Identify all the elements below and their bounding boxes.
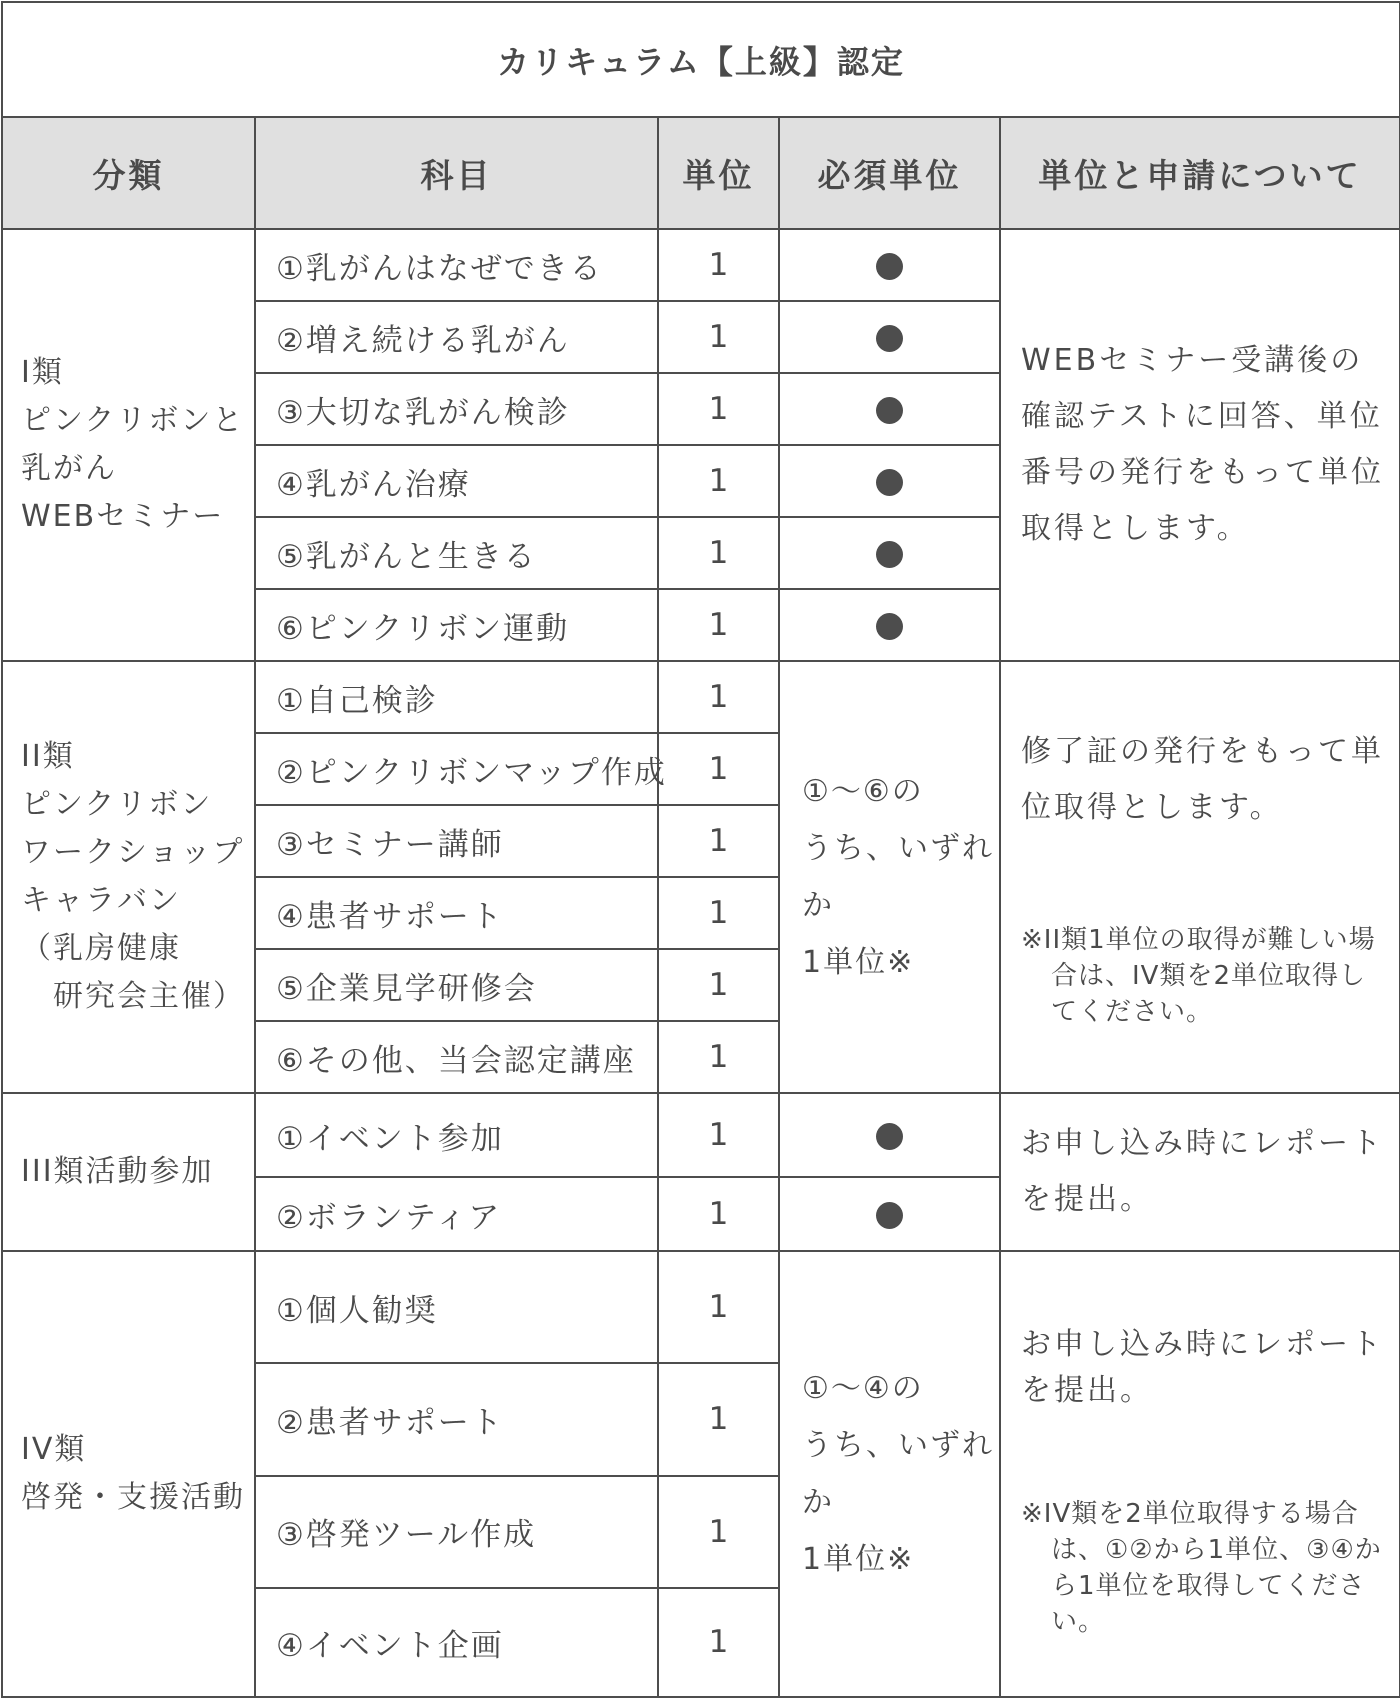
unit-cell: 1 <box>658 949 779 1021</box>
subject-cell: ①個人勧奨 <box>255 1251 658 1363</box>
unit-cell: 1 <box>658 1021 779 1093</box>
note-text: 修了証の発行をもって単 位取得とします。 <box>1021 734 1384 825</box>
required-cell <box>779 517 1000 589</box>
note-cell <box>1000 1251 1400 1697</box>
note-text: WEBセミナー受講後の 確認テストに回答、単位 番号の発行をもって単位 取得とします。 <box>1021 343 1384 546</box>
subject-cell: ③セミナー講師 <box>255 805 658 877</box>
required-cell <box>779 373 1000 445</box>
unit-cell: 1 <box>658 445 779 517</box>
required-cell <box>779 445 1000 517</box>
note-subtext: ※IV類を2単位取得する場合は、①②から1単位、③④から1単位を取得してください。 <box>1021 1499 1382 1637</box>
note-cell <box>1000 661 1400 1093</box>
unit-cell: 1 <box>658 1093 779 1177</box>
header-category: 分類 <box>2 117 255 229</box>
required-dot-icon <box>876 469 903 496</box>
header-subject: 科目 <box>255 117 658 229</box>
required-cell <box>779 589 1000 661</box>
subject-cell: ⑤企業見学研修会 <box>255 949 658 1021</box>
unit-cell: 1 <box>658 589 779 661</box>
required-cell <box>779 301 1000 373</box>
category-cell: IV類 啓発・支援活動 <box>2 1251 255 1697</box>
note-subtext: ※II類1単位の取得が難しい場合は、IV類を2単位取得してください。 <box>1021 925 1376 1027</box>
unit-cell: 1 <box>658 1588 779 1697</box>
table-row <box>2 1093 1400 1177</box>
required-dot-icon <box>876 541 903 568</box>
subject-cell: ④イベント企画 <box>255 1588 658 1697</box>
note-text: お申し込み時にレポート を提出。 <box>1021 1327 1384 1408</box>
unit-cell: 1 <box>658 877 779 949</box>
category-cell: III類活動参加 <box>2 1093 255 1251</box>
required-text-cell: ①～④の うち、いずれか 1単位※ <box>779 1251 1000 1697</box>
unit-cell: 1 <box>658 229 779 301</box>
required-cell <box>779 1177 1000 1251</box>
unit-cell: 1 <box>658 1251 779 1363</box>
unit-cell: 1 <box>658 301 779 373</box>
subject-cell: ②ボランティア <box>255 1177 658 1251</box>
required-cell <box>779 1093 1000 1177</box>
required-dot-icon <box>876 613 903 640</box>
required-cell <box>779 229 1000 301</box>
note-cell <box>1000 229 1400 661</box>
header-unit: 単位 <box>658 117 779 229</box>
unit-cell: 1 <box>658 661 779 733</box>
subject-cell: ①自己検診 <box>255 661 658 733</box>
unit-cell: 1 <box>658 1363 779 1475</box>
subject-cell: ③啓発ツール作成 <box>255 1476 658 1588</box>
required-dot-icon <box>876 397 903 424</box>
subject-cell: ④乳がん治療 <box>255 445 658 517</box>
required-text-cell: ①～⑥の うち、いずれか 1単位※ <box>779 661 1000 1093</box>
header-required: 必須単位 <box>779 117 1000 229</box>
subject-cell: ①乳がんはなぜできる <box>255 229 658 301</box>
subject-cell: ②患者サポート <box>255 1363 658 1475</box>
unit-cell: 1 <box>658 733 779 805</box>
subject-cell: ⑤乳がんと生きる <box>255 517 658 589</box>
table-row <box>2 661 1400 733</box>
note-text: お申し込み時にレポート を提出。 <box>1021 1126 1384 1217</box>
subject-cell: ①イベント参加 <box>255 1093 658 1177</box>
subject-cell: ②ピンクリボンマップ作成 <box>255 733 658 805</box>
table-row <box>2 229 1400 301</box>
unit-cell: 1 <box>658 1476 779 1588</box>
curriculum-table <box>1 1 1400 1698</box>
category-cell: I類 ピンクリボンと 乳がん WEBセミナー <box>2 229 255 661</box>
required-dot-icon <box>876 1202 903 1229</box>
subject-cell: ②増え続ける乳がん <box>255 301 658 373</box>
table-title: カリキュラム【上級】認定 <box>2 2 1400 117</box>
required-dot-icon <box>876 1123 903 1150</box>
unit-cell: 1 <box>658 517 779 589</box>
header-row <box>2 117 1400 229</box>
subject-cell: ③大切な乳がん検診 <box>255 373 658 445</box>
subject-cell: ⑥その他、当会認定講座 <box>255 1021 658 1093</box>
unit-cell: 1 <box>658 373 779 445</box>
header-about: 単位と申請について <box>1000 117 1400 229</box>
unit-cell: 1 <box>658 805 779 877</box>
subject-cell: ⑥ピンクリボン運動 <box>255 589 658 661</box>
unit-cell: 1 <box>658 1177 779 1251</box>
required-dot-icon <box>876 253 903 280</box>
category-cell: II類 ピンクリボン ワークショップ キャラバン （乳房健康 研究会主催） <box>2 661 255 1093</box>
table-row <box>2 1251 1400 1363</box>
required-dot-icon <box>876 325 903 352</box>
subject-cell: ④患者サポート <box>255 877 658 949</box>
note-cell <box>1000 1093 1400 1251</box>
